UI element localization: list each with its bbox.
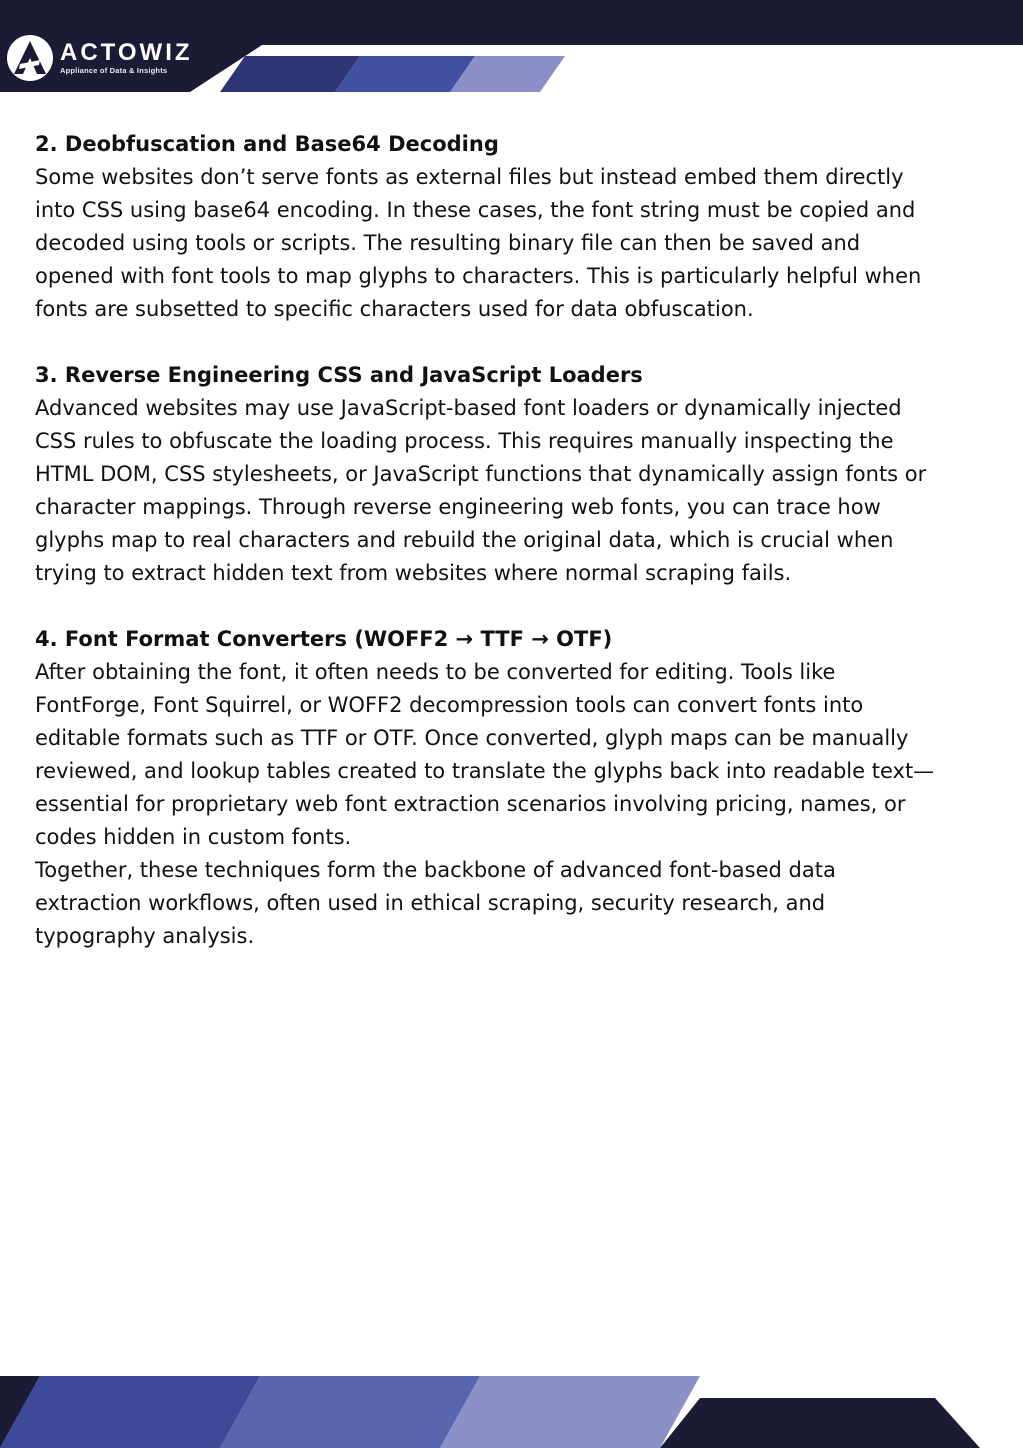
paragraph-line: character mappings. Through reverse engineering web fonts, you can trace how [35,495,881,519]
document-body [35,128,995,953]
paragraph-line: editable formats such as TTF or OTF. Once converted, glyph maps can be manually [35,726,909,750]
footer-band [0,1376,1023,1448]
paragraph-line: trying to extract hidden text from websites where normal scraping fails. [35,561,792,585]
paragraph-line: HTML DOM, CSS stylesheets, or JavaScript functions that dynamically assign fonts or [35,462,927,486]
paragraph-line: opened with font tools to map glyphs to characters. This is particularly helpful when [35,264,922,288]
footer-stripe-blue [220,1376,480,1448]
actowiz-logo-icon [6,34,54,82]
header-stripes [220,56,565,92]
section-heading: 3. Reverse Engineering CSS and JavaScript Loaders [35,363,643,387]
paragraph-line: codes hidden in custom fonts. [35,825,352,849]
paragraph-line: After obtaining the font, it often needs to be converted for editing. Tools like [35,660,836,684]
brand-name: ACTOWIZ [60,39,193,66]
paragraph-line: essential for proprietary web font extraction scenarios involving pricing, names, or [35,792,906,816]
paragraph-line: Some websites don’t serve fonts as external files but instead embed them directly [35,165,904,189]
section-font-converters [35,623,995,953]
footer-stripe-indigo [0,1376,260,1448]
paragraph-line: Together, these techniques form the backbone of advanced font-based data [35,858,836,882]
brand-tagline: Appliance of Data & Insights [60,66,168,75]
paragraph-line: fonts are subsetted to specific characters used for data obfuscation. [35,297,754,321]
paragraph-line: reviewed, and lookup tables created to translate the glyphs back into readable text— [35,759,935,783]
section-reverse-engineering [35,359,995,590]
footer-stripe-navy-right [660,1398,980,1448]
section-spacer [35,590,995,623]
footer-stripe-lavender [440,1376,700,1448]
paragraph-line: extraction workflows, often used in ethical scraping, security research, and [35,891,826,915]
section-heading: 4. Font Format Converters (WOFF2 → TTF → OTF) [35,627,613,651]
paragraph-line: glyphs map to real characters and rebuild the original data, which is crucial when [35,528,894,552]
paragraph-line: FontForge, Font Squirrel, or WOFF2 decompression tools can convert fonts into [35,693,864,717]
paragraph-line: CSS rules to obfuscate the loading process. This requires manually inspecting the [35,429,894,453]
paragraph-line: typography analysis. [35,924,255,948]
actowiz-logo [6,34,193,82]
section-spacer [35,326,995,359]
paragraph-line: Advanced websites may use JavaScript-based font loaders or dynamically injected [35,396,902,420]
section-deobfuscation [35,128,995,326]
paragraph-line: decoded using tools or scripts. The resulting binary file can then be saved and [35,231,861,255]
paragraph-line: into CSS using base64 encoding. In these cases, the font string must be copied and [35,198,916,222]
section-heading: 2. Deobfuscation and Base64 Decoding [35,132,499,156]
